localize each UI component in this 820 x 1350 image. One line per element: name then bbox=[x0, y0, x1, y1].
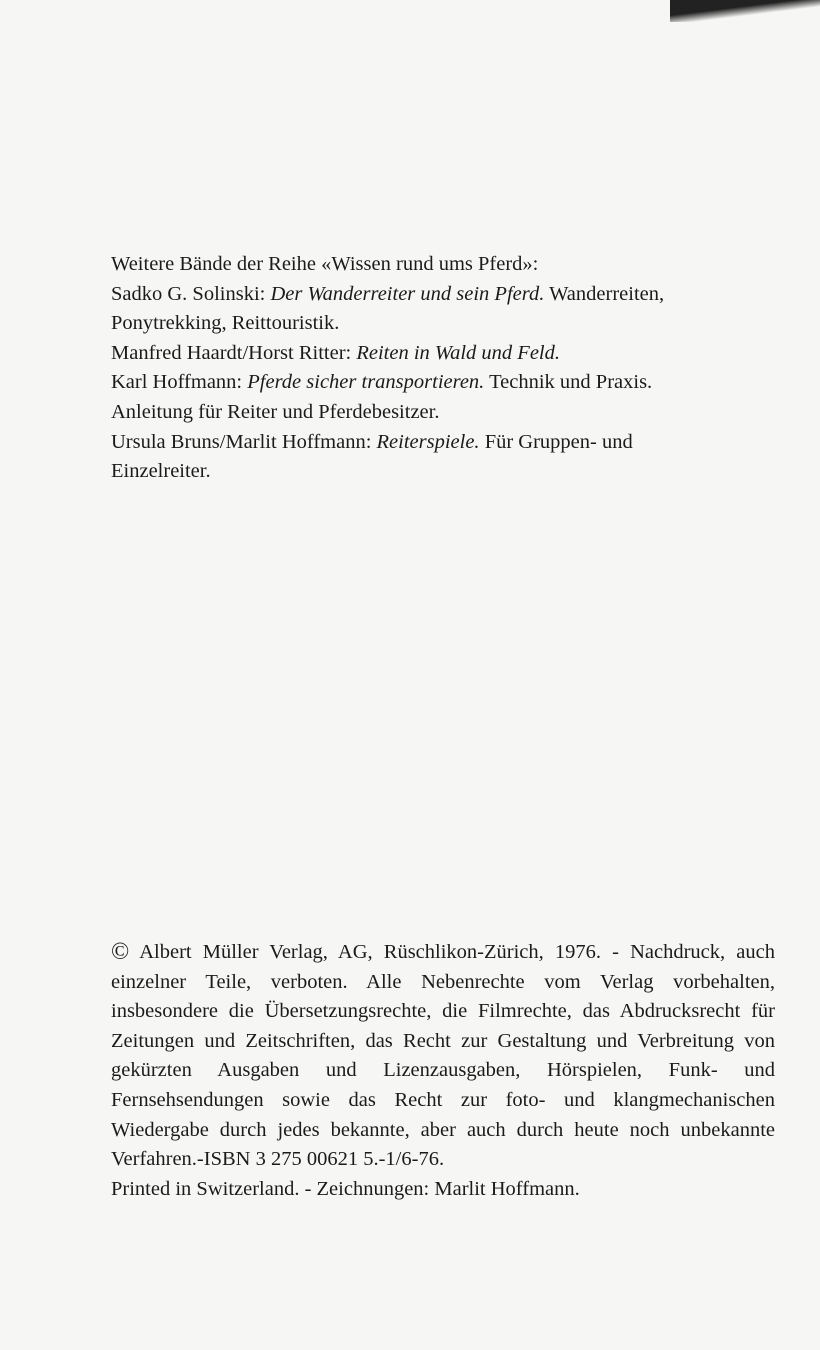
page-corner-shadow bbox=[670, 0, 820, 22]
entry-title: Reiterspiele. bbox=[376, 430, 480, 453]
series-entry-3-continuation: Anleitung für Reiter und Pferdebesitzer. bbox=[111, 400, 440, 423]
copyright-notice bbox=[111, 938, 775, 1204]
series-list bbox=[111, 250, 771, 487]
entry-author: Ursula Bruns/Marlit Hoffmann: bbox=[111, 430, 377, 453]
entry-rest: Für Gruppen- und bbox=[479, 430, 633, 453]
entry-author: Manfred Haardt/Horst Ritter: bbox=[111, 341, 357, 364]
copyright-text: Albert Müller Verlag, AG, Rüschlikon-Zürich, 1976. - Nachdruck, auch einzelner Teile, verboten. Alle Nebenrechte vom Verlag vorbehalten, insbesondere die Übersetzungsrechte, die Filmrechte, das Abdrucksrecht für Zeitungen und Zeitschriften, das Recht zur Gestaltung und Verbreitung von gekürzten Ausgaben und Lizenzausgaben, Hörspielen, Funk- und Fernsehsendungen sowie das Recht zur foto- und klangmechanischen Wiedergabe durch jedes bekannte, aber auch durch heute noch unbekannte Verfahren.-ISBN 3 275 00621 5.-1/6-76. bbox=[111, 941, 775, 1171]
entry-author: Sadko G. Solinski: bbox=[111, 282, 271, 305]
series-entry-1-continuation: Ponytrekking, Reittouristik. bbox=[111, 312, 340, 335]
copyright-symbol: © bbox=[111, 939, 130, 965]
entry-author: Karl Hoffmann: bbox=[111, 371, 248, 394]
series-entry-3 bbox=[111, 368, 771, 398]
entry-title: Der Wanderreiter und sein Pferd. bbox=[270, 282, 545, 305]
series-entry-2 bbox=[111, 339, 771, 369]
printed-in-line: Printed in Switzerland. - Zeichnungen: Marlit Hoffmann. bbox=[111, 1177, 580, 1200]
entry-rest: Technik und Praxis. bbox=[484, 371, 653, 394]
entry-rest: Wanderreiten, bbox=[544, 282, 665, 305]
series-heading: Weitere Bände der Reihe «Wissen rund ums Pferd»: bbox=[111, 253, 539, 275]
series-entry-1 bbox=[111, 280, 771, 310]
series-entry-4 bbox=[111, 428, 771, 458]
entry-title: Pferde sicher transportieren. bbox=[247, 371, 485, 394]
copyright-paragraph bbox=[111, 938, 775, 1175]
series-entry-4-continuation: Einzelreiter. bbox=[111, 460, 211, 483]
entry-title: Reiten in Wald und Feld. bbox=[356, 341, 560, 364]
